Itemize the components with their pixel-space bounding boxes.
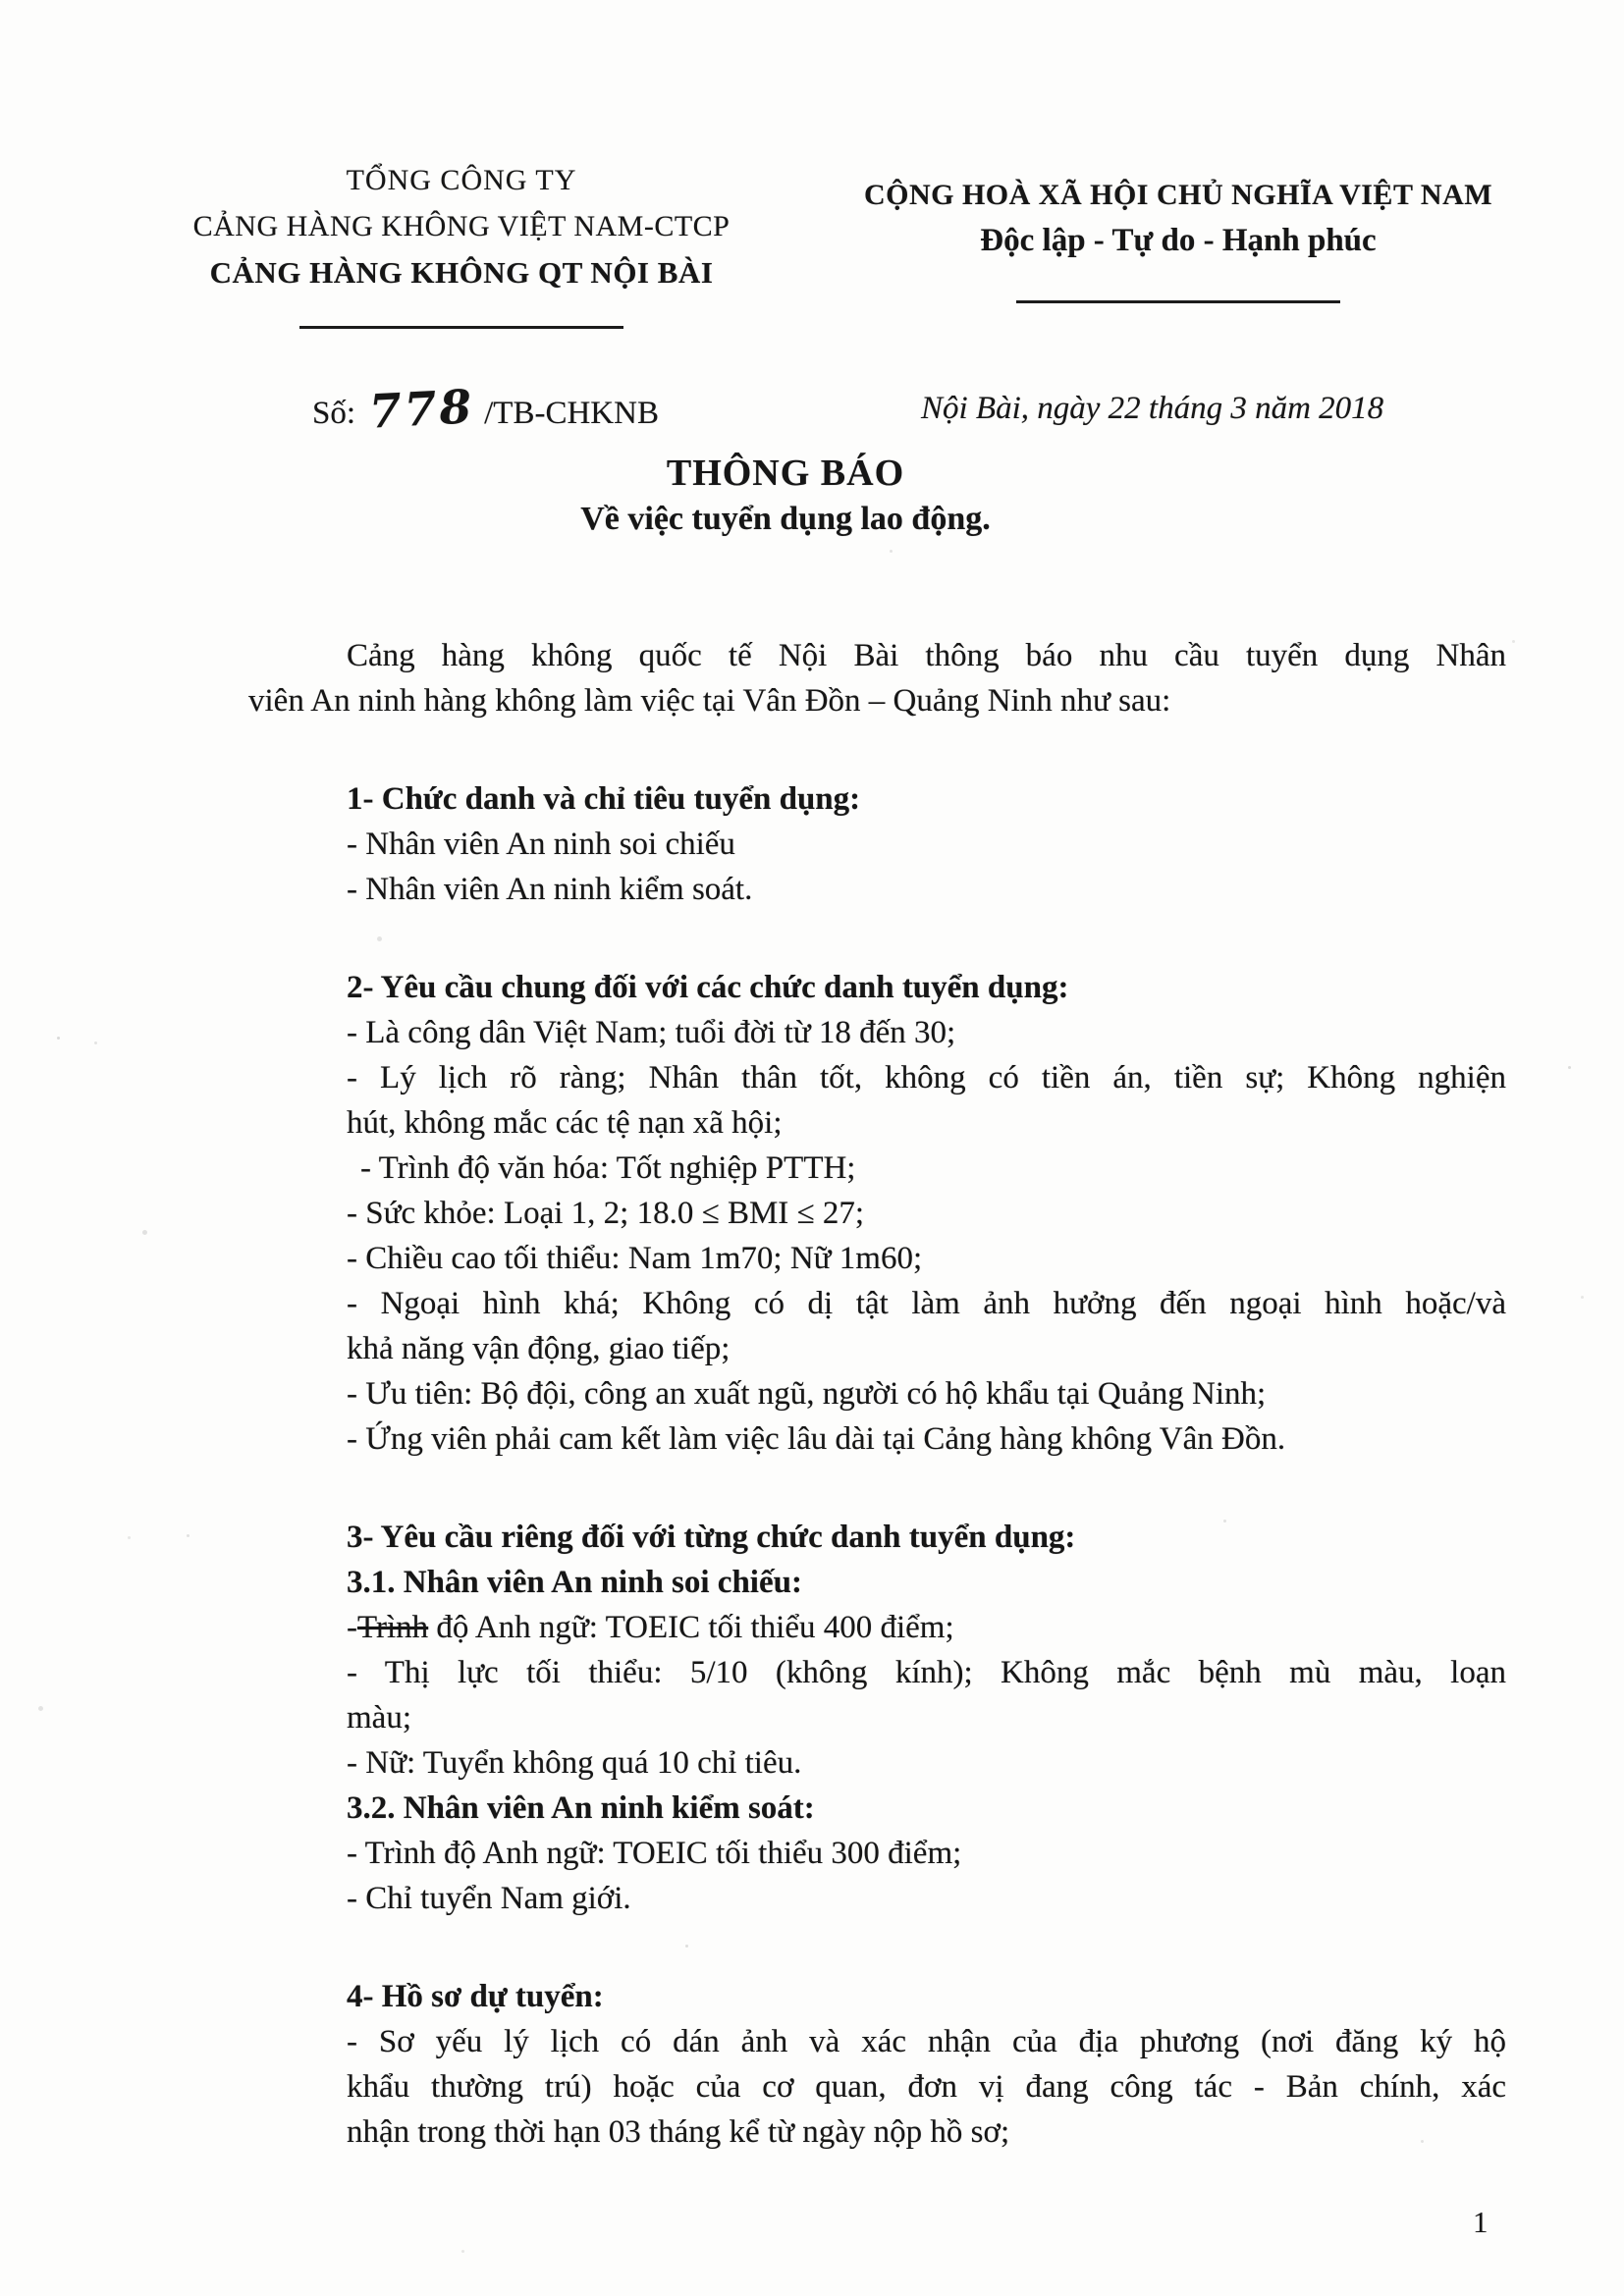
line-text: độ Anh ngữ: TOEIC tối thiểu 400 điểm; — [428, 1610, 954, 1645]
body-line: - Ngoại hình khá; Không có dị tật làm ảnh hưởng đến ngoại hình hoặc/và — [347, 1286, 1506, 1321]
document-subtitle: Về việc tuyển dụng lao động. — [580, 501, 991, 537]
org-company-name: CẢNG HÀNG KHÔNG VIỆT NAM-CTCP — [192, 210, 731, 242]
body-line: - Sức khỏe: Loại 1, 2; 18.0 ≤ BMI ≤ 27; — [347, 1196, 865, 1231]
body-line: khẩu thường trú) hoặc của cơ quan, đơn vị đang công tác - Bản chính, xác — [347, 2069, 1506, 2105]
body-line: nhận trong thời hạn 03 tháng kể từ ngày nộp hồ sơ; — [347, 2114, 1010, 2150]
body-line: - Thị lực tối thiểu: 5/10 (không kính); Không mắc bệnh mù màu, loạn — [347, 1655, 1506, 1690]
national-motto-line2: Độc lập - Tự do - Hạnh phúc — [980, 223, 1377, 258]
place-date-line: Nội Bài, ngày 22 tháng 3 năm 2018 — [921, 391, 1384, 426]
body-line: - Nữ: Tuyển không quá 10 chỉ tiêu. — [347, 1745, 802, 1781]
body-line: khả năng vận động, giao tiếp; — [347, 1331, 731, 1366]
body-line: viên An ninh hàng không làm việc tại Vân Đồn – Quảng Ninh như sau: — [248, 683, 1171, 719]
body-line: 1- Chức danh và chỉ tiêu tuyển dụng: — [347, 781, 861, 817]
body-line: 3.2. Nhân viên An ninh kiểm soát: — [347, 1790, 815, 1826]
motto-underline — [1016, 300, 1340, 303]
body-line: hút, không mắc các tệ nạn xã hội; — [347, 1105, 783, 1141]
org-parent-name: TỔNG CÔNG TY — [346, 164, 577, 196]
document-number-label: Số: — [312, 396, 356, 431]
org-unit-name: CẢNG HÀNG KHÔNG QT NỘI BÀI — [209, 255, 714, 290]
body-line: - Ưu tiên: Bộ đội, công an xuất ngũ, người có hộ khẩu tại Quảng Ninh; — [347, 1376, 1267, 1412]
body-line: - Là công dân Việt Nam; tuổi đời từ 18 đến 30; — [347, 1015, 956, 1050]
body-line: - Sơ yếu lý lịch có dán ảnh và xác nhận của địa phương (nơi đăng ký hộ — [347, 2024, 1506, 2059]
document-title: THÔNG BÁO — [666, 453, 905, 494]
document-number-line — [312, 380, 659, 440]
body-line: màu; — [347, 1700, 411, 1735]
body-line: 2- Yêu cầu chung đối với các chức danh tuyển dụng: — [347, 970, 1069, 1005]
scan-noise — [0, 0, 3, 3]
body-line: - Trình độ Anh ngữ: TOEIC tối thiểu 300 điểm; — [347, 1836, 962, 1871]
page-number: 1 — [1473, 2205, 1489, 2239]
body-line: Cảng hàng không quốc tế Nội Bài thông báo nhu cầu tuyển dụng Nhân — [347, 638, 1506, 673]
body-line: - Nhân viên An ninh soi chiếu — [347, 827, 735, 862]
national-motto-line1: CỘNG HOÀ XÃ HỘI CHỦ NGHĨA VIỆT NAM — [863, 179, 1493, 211]
document-title-block — [245, 450, 1326, 542]
body-line: - Chỉ tuyển Nam giới. — [347, 1881, 631, 1916]
handwritten-document-number: 778 — [367, 380, 476, 440]
body-line — [248, 1605, 1506, 1650]
body-line: - Lý lịch rõ ràng; Nhân thân tốt, không có tiền án, tiền sự; Không nghiện — [347, 1060, 1506, 1095]
dash-artifact: - — [347, 1610, 357, 1645]
document-body — [248, 633, 1506, 2155]
issuing-org-block — [167, 157, 756, 329]
body-line: - Trình độ văn hóa: Tốt nghiệp PTTH; — [360, 1150, 856, 1186]
document-number-suffix: /TB-CHKNB — [484, 396, 659, 431]
body-line: - Ứng viên phải cam kết làm việc lâu dài tại Cảng hàng không Vân Đồn. — [347, 1421, 1286, 1457]
body-line: - Chiều cao tối thiểu: Nam 1m70; Nữ 1m60; — [347, 1241, 923, 1276]
org-underline — [299, 326, 623, 329]
body-line: 3- Yêu cầu riêng đối với từng chức danh tuyển dụng: — [347, 1520, 1076, 1555]
body-line: - Nhân viên An ninh kiểm soát. — [347, 872, 753, 907]
body-line: 4- Hồ sơ dự tuyển: — [347, 1979, 604, 2014]
body-line: 3.1. Nhân viên An ninh soi chiếu: — [347, 1565, 802, 1600]
national-header-block — [815, 173, 1542, 303]
strikethrough-text: Trình — [357, 1610, 429, 1645]
